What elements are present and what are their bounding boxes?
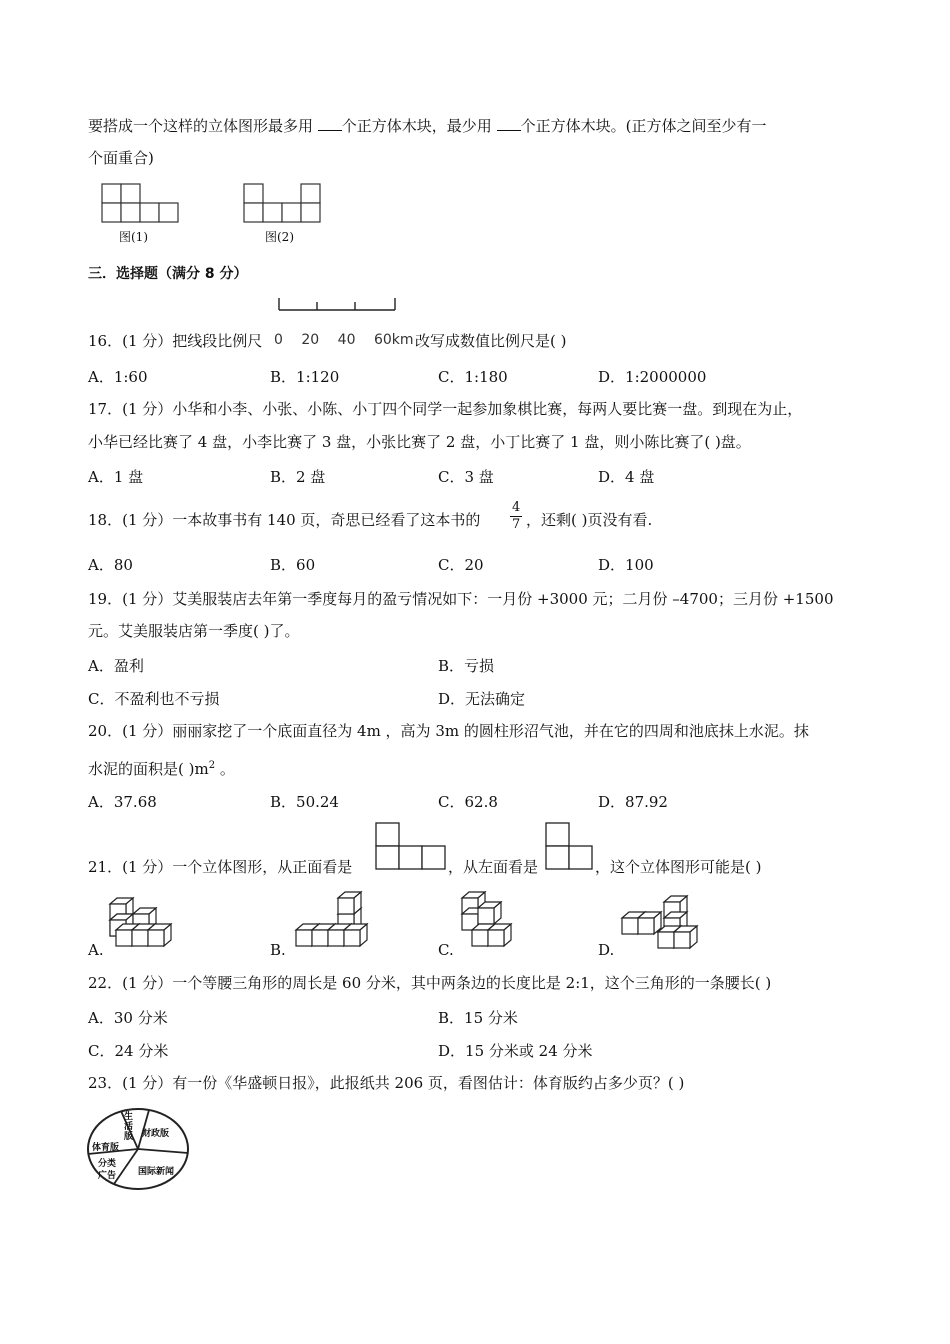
q17-option-c[interactable]: C．3 盘: [438, 468, 494, 486]
pie-label-sports: 体育版: [92, 1143, 120, 1153]
q17-option-a[interactable]: A．1 盘: [88, 468, 144, 486]
cubeD-cube-2: [638, 912, 661, 934]
q20-option-c[interactable]: C．62.8: [438, 793, 498, 811]
q20-line2-text: 水泥的面积是( )m: [88, 760, 209, 778]
pie-label-lifestyle-3: 版: [124, 1132, 134, 1142]
pie-label-classifieds-1: 分类: [98, 1159, 117, 1169]
q18-prefix: 18．(1 分）一本故事书有 140 页，奇思已经看了这本书的: [88, 511, 481, 529]
q18-option-d[interactable]: D．100: [598, 556, 654, 574]
q18-fraction-numerator: 4: [512, 500, 521, 515]
q16-suffix: 改写成数值比例尺是( ): [415, 332, 567, 350]
cubeA-cube-7: [148, 924, 171, 946]
q22-option-a[interactable]: A．30 分米: [88, 1009, 168, 1027]
cubeC-cube-3: [478, 902, 501, 924]
q18-option-b[interactable]: B．60: [270, 556, 316, 574]
scale-label-60km: 60km: [373, 332, 414, 348]
q22-line1: 22．(1 分）一个等腰三角形的周长是 60 分米，其中两条边的长度比是 2:1，这个三角形的一条腰长( ): [88, 974, 772, 992]
q23-line1: 23．(1 分）有一份《华盛顿日报》，此报纸共 206 页，看图估计：体育版约占多少页？( ): [88, 1074, 685, 1092]
scale-label-40: 40: [337, 332, 356, 348]
cubeD-cube-6: [674, 926, 697, 948]
q19-option-d[interactable]: D．无法确定: [438, 690, 526, 708]
q23-pie-chart: [86, 1106, 190, 1192]
pie-label-lifestyle-1: 生: [124, 1112, 134, 1122]
q18-fraction: [510, 500, 522, 533]
q15-line1: [88, 116, 766, 136]
q16-scale-labels: [274, 330, 414, 350]
q15-figure-2: [244, 184, 324, 226]
q21-option-b[interactable]: B.: [270, 941, 286, 959]
q18-option-c[interactable]: C．20: [438, 556, 484, 574]
q15-fig1-caption: 图(1): [119, 230, 148, 244]
q19-option-b[interactable]: B．亏损: [438, 657, 495, 675]
q18-option-a[interactable]: A．80: [88, 556, 133, 574]
q21-option-c-figure[interactable]: [458, 888, 528, 958]
q20-option-a[interactable]: A．37.68: [88, 793, 157, 811]
q21-text-c: ，这个立体图形可能是( ): [595, 858, 762, 876]
cubeB-cube-3: [338, 892, 361, 914]
q16-stem: [88, 331, 262, 351]
q18-fraction-denominator: 7: [512, 517, 521, 532]
pie-label-international-news: 国际新闻: [138, 1167, 175, 1177]
q15-line2: 个面重合): [88, 149, 154, 167]
scale-label-0: 0: [274, 332, 283, 348]
q21-option-b-figure[interactable]: [294, 896, 384, 956]
q21-text-a: 21．(1 分）一个立体图形，从正面看是: [88, 858, 353, 876]
q20-superscript: 2: [208, 760, 216, 771]
pie-label-classifieds-2: 广告: [98, 1171, 117, 1181]
q21-front-view-figure: [375, 822, 447, 872]
pie-label-finance: 财政版: [142, 1129, 170, 1139]
q16-option-c[interactable]: C．1:180: [438, 368, 508, 386]
q22-option-d[interactable]: D．15 分米或 24 分米: [438, 1042, 593, 1060]
q21-option-a[interactable]: A.: [88, 941, 104, 959]
q19-option-c[interactable]: C．不盈利也不亏损: [88, 690, 220, 708]
q20-line2-end: 。: [215, 760, 235, 778]
scale-label-20: 20: [301, 332, 320, 348]
q17-line2: 小华已经比赛了 4 盘，小李比赛了 3 盘，小张比赛了 2 盘，小丁比赛了 1 盘，则小陈比赛了( )盘。: [88, 433, 751, 451]
q16-prefix: 16．(1 分）把线段比例尺: [88, 332, 263, 350]
q19-line1: 19．(1 分）艾美服装店去年第一季度每月的盈亏情况如下：一月份 +3000 元；二月份 –4700；三月份 +1500: [88, 590, 834, 608]
q21-option-d[interactable]: D.: [598, 941, 615, 959]
q19-option-a[interactable]: A．盈利: [88, 657, 144, 675]
q17-option-d[interactable]: D．4 盘: [598, 468, 655, 486]
q21-option-a-figure[interactable]: [108, 890, 188, 956]
q21-text-b: ，从左面看是: [448, 858, 539, 876]
q18-suffix: ，还剩( )页没有看.: [526, 511, 653, 529]
q15-text-c: 个正方体木块。(正方体之间至少有一: [520, 117, 767, 135]
q15-fig2-caption: 图(2): [265, 230, 294, 244]
q20-option-d[interactable]: D．87.92: [598, 793, 668, 811]
q16-option-d[interactable]: D．1:2000000: [598, 368, 707, 386]
q20-option-b[interactable]: B．50.24: [270, 793, 339, 811]
q15-figure-1: [102, 184, 182, 226]
q20-line2: [88, 756, 235, 779]
cubeB-cube-6: [344, 924, 367, 946]
q20-line1: 20．(1 分）丽丽家挖了一个底面直径为 4m ，高为 3m 的圆柱形沼气池，并在它的四周和池底抹上水泥。抹: [88, 722, 809, 740]
q16-scale-bar: [278, 298, 398, 312]
q17-option-b[interactable]: B．2 盘: [270, 468, 326, 486]
q15-blank-max[interactable]: [318, 116, 342, 131]
section-3-heading: 三．选择题（满分 8 分）: [88, 266, 248, 282]
q21-left-view-figure: [545, 822, 595, 872]
pie-label-lifestyle-2: 活: [124, 1122, 134, 1132]
q15-text-b: 个正方体木块，最少用: [341, 117, 492, 135]
q22-option-c[interactable]: C．24 分米: [88, 1042, 169, 1060]
q15-blank-min[interactable]: [497, 116, 521, 131]
q15-text-a: 要搭成一个这样的立体图形最多用: [88, 117, 314, 135]
cubeC-cube-5: [488, 924, 511, 946]
q16-option-b[interactable]: B．1:120: [270, 368, 340, 386]
q22-option-b[interactable]: B．15 分米: [438, 1009, 518, 1027]
q21-option-c[interactable]: C.: [438, 941, 454, 959]
q17-line1: 17．(1 分）小华和小李、小张、小陈、小丁四个同学一起参加象棋比赛，每两人要比赛一盘。到现在为止，: [88, 400, 803, 418]
q21-option-d-figure[interactable]: [620, 896, 720, 952]
q16-option-a[interactable]: A．1:60: [88, 368, 148, 386]
q19-line2: 元。艾美服装店第一季度( )了。: [88, 622, 300, 640]
